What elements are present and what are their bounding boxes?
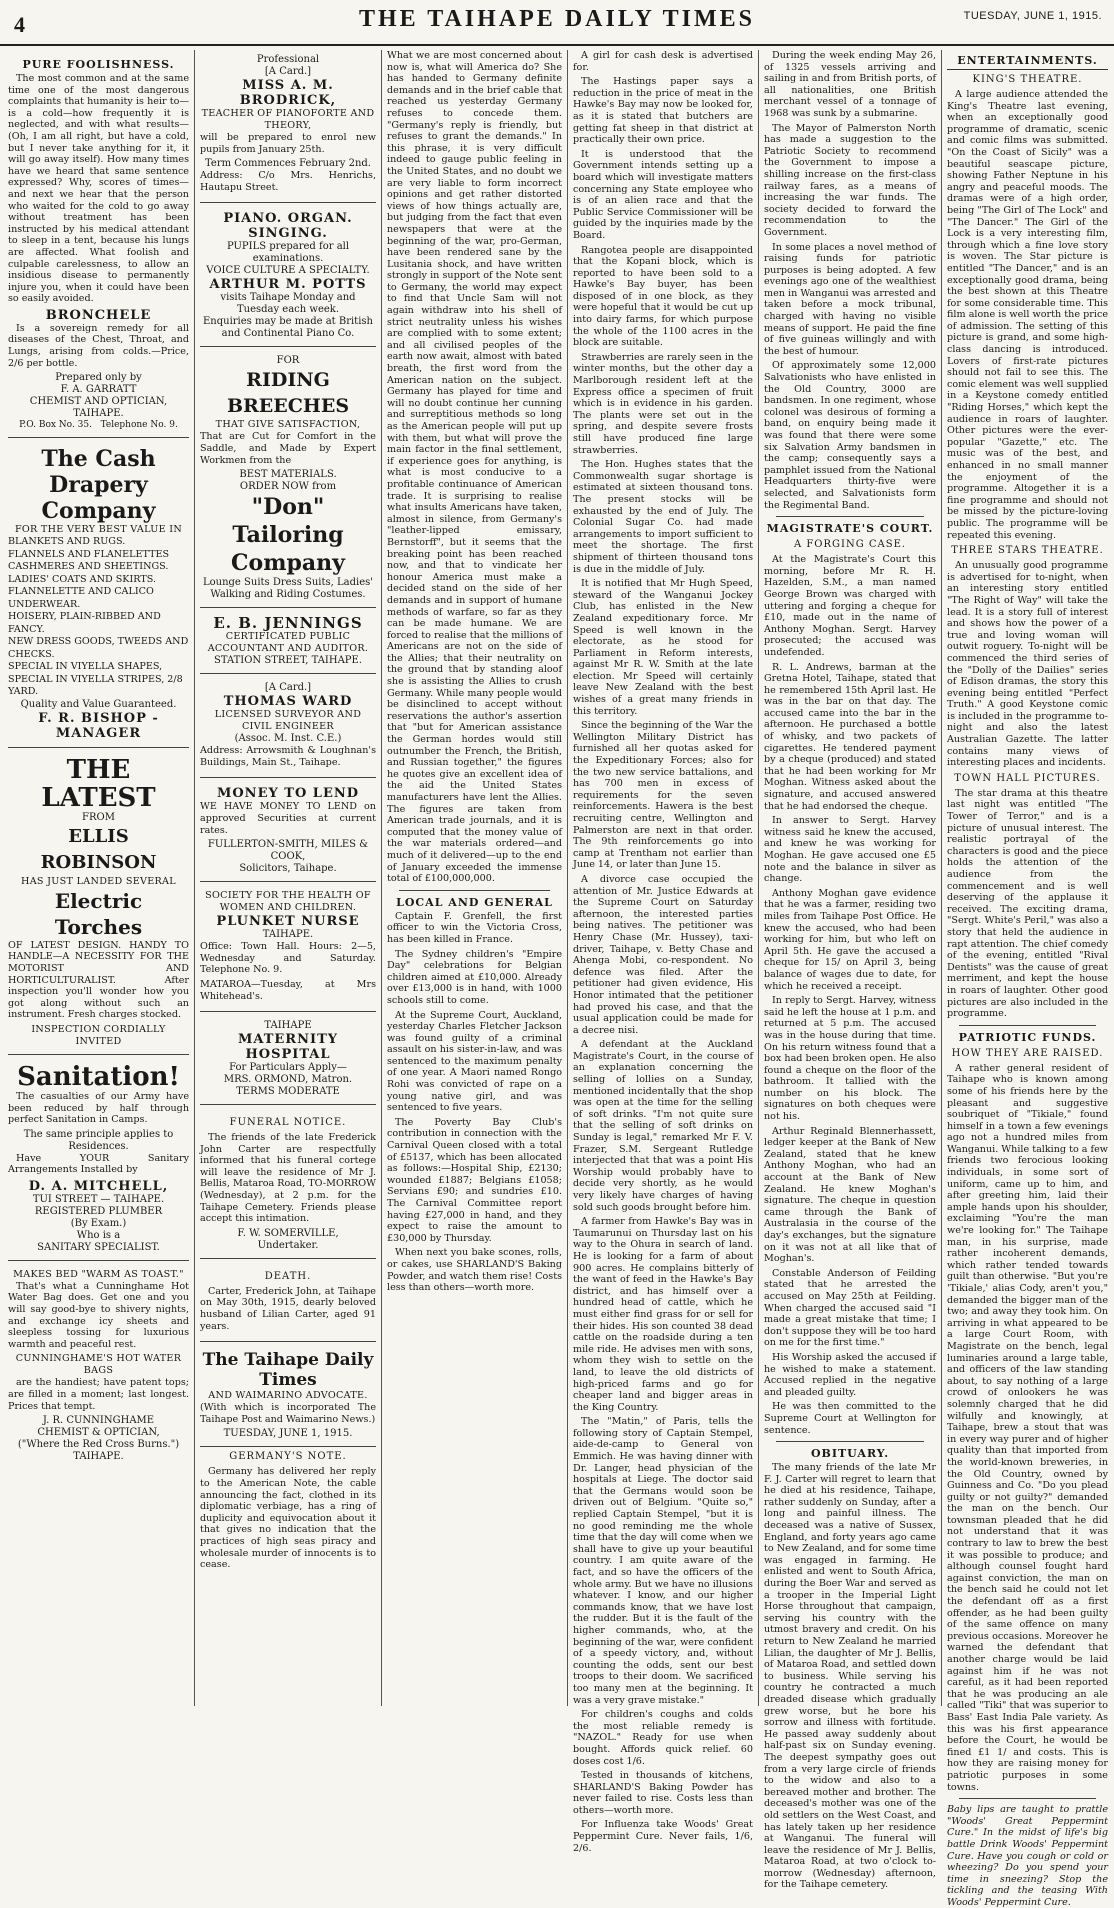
paragraph: A divorce case occupied the attention of Mr. Justice Edwards at the Supreme Court on Saturday afternoon, the interested parties being natives. The petitioner was Henry Chase (Mr. Hussey), taxi-driver, Taihape, v. Betty Chase and Ahenga Mobi, co-respondent. No defence was filed. After the petitioner had given evidence, His Honor intimated that the petitioner had proved his case, and that the usual application could be made for a decree nisi. xyxy=(573,873,753,1036)
column-rule xyxy=(758,50,759,1706)
paragraph: Rangotea people are disappointed that the Kopani block, which is reported to have been sold to a Hawke's Bay buyer, has been disposed of in one block, as they were hopeful that it would be cut up into dairy farms, for which purpose the whole of the 1100 acres in the block are suitable. xyxy=(573,244,753,349)
ad-text: TERMS MODERATE xyxy=(236,1086,340,1098)
list-item: SPECIAL IN VIYELLA SHAPES, xyxy=(8,661,163,673)
ad-text: [A Card.] xyxy=(264,66,312,77)
column-rule xyxy=(381,50,382,1706)
ad-text: TEACHER OF PIANOFORTE AND THEORY, xyxy=(201,108,375,131)
paragraph: It is notified that Mr Hugh Speed, steward of the Wanganui Jockey Club, has enlisted in the New Zealand expeditionary force. Mr Speed is well known in the electorate, as he stood for Parliament in Reform interests, against Mr R. W. Smith at the late election. Mr Speed will certainly leave New Zealand with the best wishes of a great many friends in this territory. xyxy=(573,578,753,717)
ad-hot-water-bags xyxy=(8,1265,189,1469)
ad-text: HAS JUST LANDED SEVERAL xyxy=(21,875,176,887)
paragraph: When next you bake scones, rolls, or cakes, use SHARLAND'S Baking Powder, and watch them rise! Costs less than others—worth more. xyxy=(387,1247,562,1294)
paragraph: The Hon. Hughes states that the Commonwealth sugar shortage is estimated at sixteen thousand tons. The present stocks will be exhausted by the end of July. The Colonial Sugar Co. had made arrangements to import sufficient to meet the shortage. The first shipment of thirteen thousand tons is due in the middle of July. xyxy=(573,459,753,575)
column-6 xyxy=(943,50,1112,1908)
paragraph: A large audience attended the King's Theatre last evening, when an exceptionally good programme of dramatic, scenic and comic films was submitted. "On the Coast of Sicily" was a beautiful seascape picture, showing Father Neptune in his angry and peaceful moods. The dramas were of a high order, being "The Girl of The Lock" and "The Dancer." The Girl of the Lock is a very interesting film, through which a fine love story is woven. The Star picture is entitled "The Dancer," and is an exceptionally good drama, being the best shown at this Theatre for some considerable time. This film alone is well worth the price of admission. The setting of this picture is grand, and some high-class dancing is introduced. Lovers of first-rate pictures should not fail to see this. The comic element was well supplied in a Keystone comedy entitled "Riding Horses," which kept the audience in roars of laughter. Other pictures were the ever-popular "Gazette," etc. The music was of the best, and enhanced in no small manner the enjoyment of the programme. Altogether it is a fine programme and should not be missed by the picture-loving public. The programme will be repeated this evening. xyxy=(947,89,1108,541)
article-body: Germany has delivered her reply to the American Note, the cable announcing the fact, clothed in its diplomatic verbiage, has a ring of duplicity and equivocation about it that gives no indication that the practices of high seas piracy and wholesale murder of innocents is to cease. xyxy=(200,1466,376,1571)
section-heading: LOCAL AND GENERAL xyxy=(396,895,553,909)
ad-ellis-robinson xyxy=(8,752,189,1055)
ad-text: The same principle applies to Residences. xyxy=(23,1128,174,1152)
paragraph: At the Supreme Court, Auckland, yesterday Charles Fletcher Jackson was found guilty of a criminal assault on his sister-in-law, and was sentenced to the maximum penalty of one year. A Maori named Rongo Rohi was convicted of rape on a young native girl, and was sentenced to five years. xyxy=(387,1009,562,1114)
ad-body: Is a sovereign remedy for all diseases of the Chest, Throat, and Lungs, arising from colds.—Price, 2/6 per bottle. xyxy=(8,322,189,369)
ad-text: CUNNINGHAME'S HOT WATER BAGS xyxy=(15,1353,182,1377)
list-item: FLANNELS AND FLANELETTES xyxy=(8,548,170,560)
paragraph: A girl for cash desk is advertised for. xyxy=(573,50,753,73)
ad-body: OF LATEST DESIGN. HANDY TO HANDLE—A NECESSITY FOR THE MOTORIST AND HORTICULTURALIST. After inspection you'll wonder how you got along without such an instrument. Fresh charges stocked. xyxy=(8,939,189,1021)
list-item: BLANKETS AND RUGS. xyxy=(8,536,126,548)
paragraph: For Influenza take Woods' Great Peppermint Cure. Never fails, 1/6, 2/6. xyxy=(573,1819,753,1854)
ad-pure-foolishness xyxy=(8,50,189,438)
ad-text: AND WAIMARINO ADVOCATE. xyxy=(208,1390,368,1402)
sub-heading: HOW THEY ARE RAISED. xyxy=(951,1047,1104,1059)
ad-text: Lounge Suits Dress Suits, Ladies' Walking and Riding Costumes. xyxy=(202,577,373,601)
article-germanys-note xyxy=(200,1451,376,1570)
list-item: HOISERY, PLAIN-RIBBED AND FANCY. xyxy=(8,611,161,635)
ad-text: (Assoc. M. Inst. C.E.) xyxy=(234,733,342,745)
ad-body: Address: Arrowsmith & Loughnan's Buildings, Main St., Taihape. xyxy=(200,745,376,768)
firm-name: The Cash Drapery Company xyxy=(41,446,156,525)
ad-text: Term Commences February 2nd. xyxy=(205,158,371,170)
ad-text: CHEMIST & OPTICIAN, xyxy=(37,1427,160,1439)
ad-text: BEST MATERIALS. xyxy=(239,469,337,481)
ad-heading: PURE FOOLISHNESS. xyxy=(22,58,175,71)
ad-text: SANITARY SPECIALIST. xyxy=(37,1241,160,1253)
paragraph: The "Matin," of Paris, tells the following story of Captain Stempel, aide-de-camp to General von Emmich. He was having dinner with Dr. Langer, head physician of the hospitals at Liege. The doctor said that the Germans would soon be driven out of Belgium. "Quite so," replied Captain Stempel, "but it is no good reminding me the whole time that the day will come when we shall have to give up your beautiful country. I am quite aware of the fact, and so have the officers of the whole army. But we have no illusions whatever. I know, and our higher commands know, that we have lost the rudder. But it is the fault of the higher commands, who, at the beginning of the war, were confident of a speedy victory, and, without counting the odds, sent our best troops to their doom. We sacrificed too many men at the beginning. It was a very grave mistake." xyxy=(573,1416,753,1706)
divider xyxy=(776,516,924,517)
ad-body: (With which is incorporated The Taihape Post and Waimarino News.) xyxy=(200,1402,376,1425)
paragraph: The many friends of the late Mr F. J. Carter will regret to learn that he died at his residence, Taihape, rather suddenly on Sunday, after a long and painful illness. The deceased was a native of Sussex, England, and forty years ago came to New Zealand, and for some time was engaged in farming. He enlisted and went to South Africa, during the Boer War and served as a trooper in the Imperial Light Horse throughout that campaign, serving his country with the utmost bravery and credit. On his return to New Zealand he married Lilian, the daughter of Mr J. Bellis, of Mataroa Road, and settled down to business. While serving his country he contracted a much dreaded disease which gradually grew worse, but he bore his sorrow and illness with fortitude. He passed away suddenly about half-past six on Sunday evening. The deepest sympathy goes out from a very large circle of friends to the widow and also to a bereaved mother and brother. The deceased's mother was one of the old settlers on the West Coast, and has lately taken up her residence at Wanganui. The funeral will leave the residence of Mr J. Bellis, Mataroa Road, at two o'clock to-morrow (Wednesday) afternoon, for the Taihape cemetery. xyxy=(764,1462,936,1891)
paragraph: Anthony Moghan gave evidence that he was a farmer, residing two miles from Taihape Post Office. He knew the accused, who had been working for him, but who left on April 5th. He gave the accused a cheque for 15/ on April 3, being balance of wages due to date, for which he received a receipt. xyxy=(764,887,936,992)
divider xyxy=(959,1798,1096,1799)
obituary xyxy=(764,1447,936,1891)
paper-title: The Taihape Daily Times xyxy=(202,1350,374,1391)
ad-title: MONEY TO LEND xyxy=(216,786,360,802)
list-item: FLANNELETTE AND CALICO UNDERWEAR. xyxy=(8,586,154,610)
ad-text: CHEMIST AND OPTICIAN, xyxy=(29,396,168,408)
ad-text: THAT GIVE SATISFACTION, xyxy=(215,419,361,431)
paragraph: Constable Anderson of Feilding stated that he arrested the accused on May 25th at Feilding. When charged the accused said "I made a great mistake that time; I don't suppose they will be too hard on me for the first time." xyxy=(764,1267,936,1349)
ad-title: MATERNITY HOSPITAL xyxy=(237,1032,339,1063)
paragraph: The Sydney children's "Empire Day" celebrations for Belgian children aimed at £10,000. Already over £13,000 is in hand, with 1000 schools still to come. xyxy=(387,948,562,1006)
firm-name: "Don" Tailoring Company xyxy=(231,494,345,577)
paragraph: Strawberries are rarely seen in the winter months, but the other day a Marlborough resident left at the Express office a specimen of fruit which is in evidence in his garden. The plants were set out in the spring, and despite severe frosts still have produced fine large strawberries. xyxy=(573,351,753,456)
sub-heading: THREE STARS THEATRE. xyxy=(951,545,1104,557)
ad-text: ORDER NOW from xyxy=(239,481,337,493)
notice-body: Carter, Frederick John, at Taihape on May 30th, 1915, dearly beloved husband of Lilian Carter, aged 91 years. xyxy=(200,1285,376,1332)
ad-body: Have YOUR Sanitary Arrangements Installed by xyxy=(8,1152,189,1176)
page-number: 4 xyxy=(14,12,25,37)
ad-text: CERTIFICATED PUBLIC ACCOUNTANT AND AUDITOR. xyxy=(207,631,369,655)
ad-text: J. R. CUNNINGHAME xyxy=(42,1415,155,1427)
list-item: SPECIAL IN VIYELLA STRIPES, 2/8 YARD. xyxy=(8,673,183,698)
ad-body: Office: Town Hall. Hours: 2—5, Wednesday and Saturday. Telephone No. 9. xyxy=(200,941,376,976)
divider xyxy=(776,1441,924,1442)
funeral-notice xyxy=(200,1109,376,1259)
ad-body: The most common and at the same time one of the most dangerous complaints that humanity is heir to—is a cold—how frequently it is neglected, and with what results—(Oh, I am all right, but have a cold, but I never take anything for it, it will go away itself). How many times have we heard that same sentence expressed? Why, scores of times—and next we hear that the person who waited for the cold to go away without treatment has been instructed by his medical attendant to sleep in a tent, because his lungs are affected. What foolish and culpable carelessness, to allow an insidious disease to permanently injure you, when it could have been so easily avoided. xyxy=(8,73,189,305)
column-rule xyxy=(567,50,568,1706)
ad-text: For Particulars Apply— xyxy=(229,1062,347,1074)
manager-name: F. R. BISHOP - MANAGER xyxy=(38,710,159,741)
paragraph: Since the beginning of the War the Wellington Military District has furnished all her quotas asked for the Expeditionary Forces; also for the two new service battalions, and has 700 men in excess of requirements for the seven reinforcements. Hawera is the best recruiting centre, Wellington and Palmerston are next in that order. The 9th reinforcements go into camp at Trentham not earlier than June 14, or later than June 15. xyxy=(573,720,753,871)
ad-plunket-nurse xyxy=(200,886,376,1012)
section-heading: Professional xyxy=(256,54,320,65)
ad-name: E. B. JENNINGS xyxy=(213,614,363,633)
ad-text: TUI STREET — TAIHAPE. xyxy=(32,1193,165,1205)
ad-text: SOCIETY FOR THE HEALTH OF WOMEN AND CHILDREN. xyxy=(205,890,371,914)
ad-potts xyxy=(200,207,376,347)
ad-title: PIANO. ORGAN. SINGING. xyxy=(223,211,353,242)
paragraph: He was then committed to the Supreme Court at Wellington for sentence. xyxy=(764,1401,936,1436)
ad-text: Prepared only by xyxy=(55,372,142,384)
notice-body: The friends of the late Frederick John Carter are respectfully informed that his funeral cortege will leave the residence of Mr J. Bellis, Mataroa Road, TO-MORROW (Wednesday), at 2 p.m. for the Taihape Cemetery. Friends please accept this intimation. xyxy=(200,1132,376,1225)
ad-name: MISS A. M. BRODRICK, xyxy=(239,78,337,108)
telephone: Telephone No. 9. xyxy=(100,420,178,431)
paragraph: In reply to Sergt. Harvey, witness said he left the house at 1 p.m. and returned at 5 p.m. The accused was in the house during that time. On his return witness found that a box had been broken open. He also found a cheque on the floor of the bathroom. It tallied with the number on his block. The signatures on both cheques were not his. xyxy=(764,995,936,1123)
product-list xyxy=(8,536,189,699)
ad-text: TAIHAPE. xyxy=(262,929,314,941)
magistrates-court xyxy=(764,522,936,1436)
ad-body: Address: C/o Mrs. Henrichs, Hautapu Street. xyxy=(200,170,376,193)
ad-text: [A Card.] xyxy=(264,682,312,694)
divider xyxy=(959,1025,1096,1026)
paragraph: The Hastings paper says a reduction in the price of meat in the Hawke's Bay may now be looked for, as it is stated that butchers are getting fat sheep in that district at practically their own price. xyxy=(573,76,753,146)
ad-text: TAIHAPE. xyxy=(73,1451,124,1463)
paragraph: A farmer from Hawke's Bay was in Taumarunui on Thursday last on his way to the Ohura in search of land. He is looking for a farm of about 900 acres. He complains bitterly of the want of feed in the Hawke's Bay district, and has himself over a hundred head of cattle, which he must either find grass for or sell for their hides. His son counted 38 dead cattle on the roadside during a ten mile ride. He advises men with sons, whom they wish to settle on the land, to leave the old districts of high-priced farms and go for cheaper land and bigger areas in the King Country. xyxy=(573,1216,753,1413)
paragraph: The star drama at this theatre last night was entitled "The Tower of Terror," and is a picture of unusual interest. The realistic portrayal of the characters is good and the piece holds the attention of the audience from the commencement and is well deserving of the applause it received. The exciting drama, "Sergt. White's Peril," was also a story that held the audience in rapt attention. The chief comedy of the evening, entitled "Rival Dentists" was the cause of great merriment, and kept the house in roars of laughter. Other good pictures are also included in the programme. xyxy=(947,787,1108,1020)
column-4 xyxy=(569,50,757,1854)
paragraph: In some places a novel method of raising funds for patriotic purposes is being adopted. A few evenings ago one of the wealthiest men in Wanganui was arrested and taken before a mock tribunal, charged with having no visible means of support. He paid the fine of five guineas willingly and with the best of humour. xyxy=(764,241,936,357)
ad-text: PUPILS prepared for all examinations. xyxy=(226,241,350,265)
paragraph: A rather general resident of Taihape who is known among some of his friends here by the pleasant and suggestive soubriquet of "Tikiale," found himself in a town a few evenings ago not a hundred miles from Wanganui. While talking to a few friends two ferocious looking individuals, in some sort of uniform, came up to him, and after greeting him, laid their ample hands upon his shoulder, exclaiming "You're the man we're looking for." The Taihape man, in his surprise, made rather incoherent demands, which rather tended towards guilt than otherwise. "But you're 'Tikiale,' alias Cody, aren't you," demanded the bigger man of the two; and away they took him. On arriving in what appeared to be a large Court Room, with Magistrate on the bench, legal luminaries around a large table, and officers of the law standing about, to say nothing of a large crowd of onlookers he was solemnly charged that he did wilfully and knowingly, at Taihape, brew a stout that was in every way purer and of higher quality than that imported from the world-known breweries, in the Old Country, owned by Guinness and Co. "Do you plead guilty or not guilty?" demanded the man on the bench. Our townsman pleaded that he did not understand that it was contrary to law to brew the best it was possible to produce; and although counsel fought hard against conviction, the man on the bench said he could not let the defendant off as a first offender, as he had been guilty of the same offence on many previous occasions. Moreover he warned the defendant that another charge would be laid against him if he was not careful, as it had been reported that he was producing an ale called "Tiki" that was superior to Bass' East India Pale variety. As this was his first appearance before the Court, he would be fined £1 1/ and costs. This is how they are raising money for patriotic purposes in some towns. xyxy=(947,1062,1108,1793)
ad-riding-breeches xyxy=(200,351,376,608)
ad-text: FULLERTON-SMITH, MILES & COOK, xyxy=(207,839,369,863)
column-1 xyxy=(4,50,193,1706)
paragraph: For children's coughs and colds the most reliable remedy is "NAZOL." Ready for use when bought. Affords quick relief. 60 doses cost 1/6. xyxy=(573,1709,753,1767)
paragraph: His Worship asked the accused if he wished to make a statement. Accused replied in the negative and pleaded guilty. xyxy=(764,1351,936,1398)
ad-text: F. W. SOMERVILLE, xyxy=(237,1227,339,1239)
ad-body: The casualties of our Army have been reduced by half through perfect Sanitation in Camps. xyxy=(8,1090,189,1126)
paragraph: Arthur Reginald Blennerhassett, ledger keeper at the Bank of New Zealand, stated that he knew Anthony Moghan, who had an account at the Bank of New Zealand. He knew Moghan's signature. The cheque in question came through the Bank of Australasia in the course of the day's exchanges, but the signature on it was not at all like that of Moghan's. xyxy=(764,1125,936,1265)
ad-text: LICENSED SURVEYOR AND CIVIL ENGINEER xyxy=(214,709,362,733)
ad-text: REGISTERED PLUMBER xyxy=(34,1205,163,1217)
ad-text: FOR xyxy=(276,355,300,367)
sub-heading: TOWN HALL PICTURES. xyxy=(954,772,1101,784)
notice-heading: FUNERAL NOTICE. xyxy=(229,1117,347,1129)
ad-text: STATION STREET, TAIHAPE. xyxy=(213,655,363,667)
ad-maternity-hospital xyxy=(200,1016,376,1105)
ad-title: Sanitation! xyxy=(17,1061,180,1092)
section-heading: MAGISTRATE'S COURT. xyxy=(766,522,934,536)
paragraph: At the Magistrate's Court this morning, before Mr R. H. Hazelden, S.M., a man named George Brown was charged with uttering and forging a cheque for £10, made out in the name of Anthony Moghan. Sergt. Harvey prosecuted; the accused was undefended. xyxy=(764,554,936,658)
ad-body: Baby lips are taught to prattle "Woods' Great Peppermint Cure." In the midst of life's big battle Drink Woods' Peppermint Cure. Have you cough or cold or wheezing? Do you spend your time in sneezing? Stop the tickling and the teasing With Woods' Peppermint Cure. xyxy=(947,1804,1108,1908)
ad-ward xyxy=(200,678,376,778)
ad-text: TAIHAPE xyxy=(264,1020,312,1032)
paragraph: The Mayor of Palmerston North has made a suggestion to the Patriotic Society to recommend the Government to impose a shilling increase on the first-class railway fares, as a means of increasing the war funds. The society decided to forward the recommendation to the Government. xyxy=(764,122,936,238)
article-heading: GERMANY'S NOTE. xyxy=(229,1451,347,1463)
ad-name: THOMAS WARD xyxy=(223,694,353,710)
list-item: CASHMERES AND SHEETINGS. xyxy=(8,561,169,573)
ad-text: FROM xyxy=(82,811,115,823)
ad-text: TUESDAY, JUNE 1, 1915. xyxy=(223,1428,353,1440)
product-name: Electric Torches xyxy=(54,888,143,939)
ad-text: visits Taihape Monday and Tuesday each week. xyxy=(220,292,356,316)
product-name: BRONCHELE xyxy=(45,307,152,323)
ad-text: Enquiries may be made at British and Continental Piano Co. xyxy=(203,316,373,340)
notice-heading: DEATH. xyxy=(264,1270,312,1282)
list-item: NEW DRESS GOODS, TWEEDS AND CHECKS. xyxy=(8,636,189,660)
death-notice xyxy=(200,1263,376,1342)
paragraph: It is understood that the Government intends setting up a board which will investigate matters concerning any State employee who is of an alien race and that the Public Service Commissioner will be guided by the inquiries made by the Board. xyxy=(573,148,753,241)
ad-text: INSPECTION CORDIALLY INVITED xyxy=(31,1023,166,1047)
section-heading: OBITUARY. xyxy=(810,1447,890,1461)
paragraph: R. L. Andrews, barman at the Gretna Hotel, Taihape, stated that he remembered 15th April last. He was in the bar on that day. The accused came into the bar in the afternoon. He purchased a bottle of whisky, and two packets of cigarettes. He tendered payment by a cheque (produced) and stated that he had been working for Mr Moghan. Witness asked about the signature, and accused answered that he had endorsed the cheque. xyxy=(764,661,936,812)
paragraph: A defendant at the Auckland Magistrate's Court, in the course of an explanation concerning the selling of lollies on a Sunday, mentioned incidentally that the shop was open at the time for the selling of soft drinks. "I'm not quite sure that the selling of soft drinks on Sunday is legal," remarked Mr F. V. Frazer, S.M. Sergeant Rutledge interjected that that was a point His Worship would probably have to decide very shortly, as he would very likely have charges of having sold such goods brought before him. xyxy=(573,1039,753,1213)
paragraph: During the week ending May 26, of 1325 vessels arriving and sailing in and from British ports, of all nationalities, one British merchant vessel of a tonnage of 1968 was sunk by a submarine. xyxy=(764,50,936,119)
paragraph: The Poverty Bay Club's contribution in connection with the Carnival Queen closed with a total of £5137, which has been allocated as follows:—Hospital Ship, £2130; wounded £1887; Belgians £1058; Servians £90; and sundries £10. The Carnival Committee report having £27,000 in hand, and they expect to raise the amount to £30,000 by Thursday. xyxy=(387,1116,562,1244)
ad-body: WE HAVE MONEY TO LEND on approved Securities at current rates. xyxy=(200,801,376,836)
ad-sanitation xyxy=(8,1059,189,1261)
paragraph: An unusually good programme is advertised for to-night, when an interesting story entitled "The Right of Way" will take the lead. It is a story full of interest and shows how the power of a true and loving woman will outwit roguery. To-night will be commenced the third series of the "Dolly of the Dailies" series of Edison dramas, the story this evening being entitled "Perfect Truth." A good Keystone comic is included in the programme to-night and also the latest Australian Gazette. The latter contains many views of interesting places and incidents. xyxy=(947,560,1108,769)
ad-text: Who is a xyxy=(76,1229,121,1241)
ad-text: Quality and Value Guaranteed. xyxy=(20,698,177,710)
article-body: What we are most concerned about now is, what will America do? She has handed to Germany definite demands and in the brief cable that reached us yesterday Germany refuses to concede them. "Germany's reply is friendly, but refuses to grant the demands." In this phrase, it is very difficult indeed to gauge public feeling in the United States, and no doubt we are very liable to form incorrect opinions and get rather distorted views of how things actually are, but judging from the fact that even newspapers that were at the beginning of the war, pro-German, have been rendered sane by the Lusitania shock, and have written strongly in support of the Note sent to Germany, the world may expect to find that Uncle Sam will not again withdraw into his shell of strict neutrality unless his wishes are complied with to some extent; and all civilised peoples of the earth now await, almost with bated breath, the first word from the American nation on the subject. Germany has played for time and will no doubt continue her cunning and surreptitious methods so long as the American people will put up with them, but what will prove the main factor in the final settlement, if experience goes for anything, is what is most conducive to a profitable continuance of American trade. It is surprising to realise what insults Americans have taken, almost in silence, from Germany's "leather-lipped emissary, Bernstorff", but it seems that the breaking point has been reached now, and that to vindicate her honour America must make a decided stand on the side of her demands and in support of humane methods of warfare, so far as they can be made humane. We are forced to realise that the millions of Americans are not on the side of the Allies; that their neutrality on the ground that by standing aloof she is assisting the Allies to crush Germany. While many people would be disinclined to accept without reservations the author's assertion that "but for American assistance the German hordes would still outnumber the French, the British, and Russian together," the figures he quotes give an excellent idea of the aid the United States manufacturers have lent the Allies. The figures are taken from American trade journals, and it is computed that the money value of the war materials ordered—and much of it delivered—up to the end of January exceeded the immense total of £100,000,000. xyxy=(387,50,562,885)
list-item: LADIES' COATS AND SKIRTS. xyxy=(8,573,156,585)
column-rule xyxy=(194,50,195,1706)
ad-cash-drapery xyxy=(8,442,189,748)
paragraph: In answer to Sergt. Harvey witness said he knew the accused, and knew he was working for Moghan. He gave accused one £5 note and the balance in silver as change. xyxy=(764,815,936,885)
column-3 xyxy=(383,50,566,1706)
section-heading: ENTERTAINMENTS. xyxy=(947,54,1108,70)
ad-title: RIDING BREECHES xyxy=(226,369,350,418)
ad-text: ("Where the Red Cross Burns.") xyxy=(17,1439,180,1451)
ad-text: VOICE CULTURE A SPECIALTY. xyxy=(206,265,370,277)
section-heading: PATRIOTIC FUNDS. xyxy=(958,1030,1097,1044)
column-2 xyxy=(196,50,380,1706)
ad-body: will be prepared to enrol new pupils from January 25th. xyxy=(200,132,376,155)
newspaper-title: THE TAIHAPE DAILY TIMES xyxy=(359,6,755,32)
ad-brodrick xyxy=(200,50,376,203)
paragraph: Tested in thousands of kitchens, SHARLAND'S Baking Powder has never failed to rise. Costs less than others—worth more. xyxy=(573,1770,753,1816)
po-box: P.O. Box No. 35. xyxy=(19,420,92,431)
ad-text: FOR THE VERY BEST VALUE IN xyxy=(14,524,183,536)
ad-body: That are Cut for Comfort in the Saddle, and Made by Expert Workmen from the xyxy=(200,431,376,466)
ad-body: That's what a Cunninghame Hot Water Bag does. Get one and you will say good-bye to shivery nights, and exchange icy sheets and sleepless tossing for luxurious warmth and peaceful rest. xyxy=(8,1280,189,1350)
firm-name: ELLIS ROBINSON xyxy=(40,825,157,873)
firm-name: D. A. MITCHELL, xyxy=(28,1178,169,1194)
paragraph: Of approximately some 12,000 Salvationists who have enlisted in the Old Country, 3000 are bandsmen. In one regiment, whose colonel was desirous of forming a band, on enquiry being made it was found that there were some six Salvation Army bandsmen in the camp; consequently says a pamphlet issued from the National Headquarters thirty-five were selected, and Salvationists form the Regimental Band. xyxy=(764,360,936,511)
ad-body: MATAROA—Tuesday, at Mrs Whitehead's. xyxy=(200,978,376,1002)
ad-text: MRS. ORMOND, Matron. xyxy=(223,1074,353,1086)
ad-title: PLUNKET NURSE xyxy=(216,914,360,930)
ad-name: ARTHUR M. POTTS xyxy=(209,277,367,293)
ad-jennings xyxy=(200,612,376,674)
ad-text: (By Exam.) xyxy=(70,1217,127,1229)
ad-text: TAIHAPE. xyxy=(73,408,124,420)
ad-money-to-lend xyxy=(200,782,376,882)
ad-title: THE LATEST xyxy=(41,754,156,813)
ad-text: F. A. GARRATT xyxy=(60,384,137,396)
paragraph: Captain F. Grenfell, the first officer to win the Victoria Cross, has been killed in France. xyxy=(387,910,562,945)
ad-text: Undertaker. xyxy=(257,1239,319,1251)
local-and-general xyxy=(387,896,562,1294)
ad-body: are the handiest; have patent tops; are filled in a moment; last longest. Prices that tempt. xyxy=(8,1377,189,1412)
masthead xyxy=(0,0,1114,46)
sub-heading: KING'S THEATRE. xyxy=(972,74,1083,85)
sub-heading: A FORGING CASE. xyxy=(793,539,907,551)
ad-text: Solicitors, Taihape. xyxy=(239,863,337,875)
ad-contact xyxy=(8,420,189,431)
issue-date: TUESDAY, JUNE 1, 1915. xyxy=(963,10,1102,22)
editorial-masthead xyxy=(200,1346,376,1447)
ad-title: MAKES BED "WARM AS TOAST." xyxy=(13,1268,184,1280)
column-5 xyxy=(760,50,940,1891)
column-rule xyxy=(941,50,942,1706)
divider xyxy=(399,890,550,891)
